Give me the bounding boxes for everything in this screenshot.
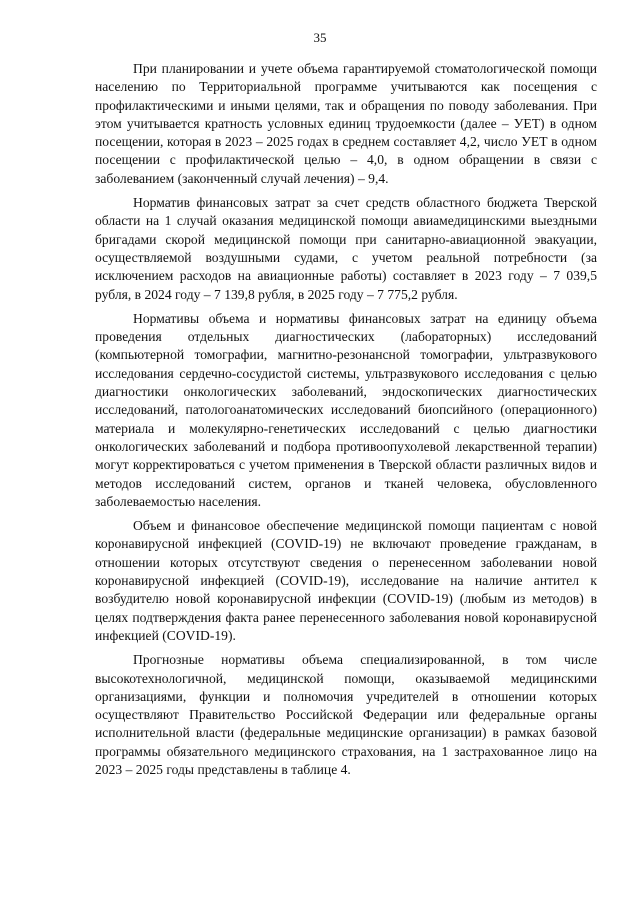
paragraph-covid-financing: Объем и финансовое обеспечение медицинской помощи пациентам с новой коронавирусной инфекцией (COVID-19) не включают проведение гражданам, в отношении которых отсутствуют сведения о перенесенном заболевании новой коронавирусной инфекцией (COVID-19), исследование на наличие антител к возбудителю новой коронавирусной инфекции (COVID-19) (любым из методов) в целях подтверждения факта ранее перенесенного заболевания новой коронавирусной инфекцией (COVID-19). — [95, 518, 597, 643]
page-number: 35 — [313, 30, 327, 45]
paragraph-diagnostic-norms: Нормативы объема и нормативы финансовых затрат на единицу объема проведения отдельных диагностических (лабораторных) исследований (компьютерной томографии, магнитно-резонансной томографии, ультразвукового исследования сердечно-сосудистой системы, ультразвукового исследования с целью диагностики онкологических заболеваний, эндоскопических диагностических исследований, патологоанатомических исследований биопсийного (операционного) материала и молекулярно-генетических исследований с целью диагностики онкологических заболеваний и подбора противоопухолевой лекарственной терапии) могут корректироваться с учетом применения в Тверской области различных видов и методов исследований систем, органов и тканей человека, обусловленного заболеваемостью населения. — [95, 310, 597, 509]
paragraph-specialized-care-forecast: Прогнозные нормативы объема специализированной, в том числе высокотехнологичной, медицинской помощи, оказываемой медицинскими организациями, функции и полномочия учредителей в отношении которых осуществляют Правительство Российской Федерации или федеральные органы исполнительной власти (федеральные медицинские организации) в рамках базовой программы обязательного медицинского страхования, на 1 застрахованное лицо на 2023 – 2025 годы представлены в таблице 4. — [95, 652, 597, 777]
paragraph-air-ambulance-cost: Норматив финансовых затрат за счет средств областного бюджета Тверской области на 1 случай оказания медицинской помощи авиамедицинскими выездными бригадами скорой медицинской помощи при санитарно-авиационной эвакуации, осуществляемой воздушными судами, с учетом реальной потребности (за исключением расходов на авиационные работы) составляет в 2023 году – 7 039,5 рубля, в 2024 году – 7 139,8 рубля, в 2025 году – 7 775,2 рубля. — [95, 195, 597, 302]
document-body — [95, 60, 597, 785]
paragraph-dental-care-planning: При планировании и учете объема гарантируемой стоматологической помощи населению по Территориальной программе учитываются как посещения с профилактическими и иными целями, так и обращения по поводу заболевания. При этом учитывается кратность условных единиц трудоемкости (далее – УЕТ) в одном посещении, которая в 2023 – 2025 годах в среднем составляет 4,2, число УЕТ в одном посещении с профилактической целью – 4,0, в одном обращении в связи с заболеванием (законченный случай лечения) – 9,4. — [95, 61, 597, 186]
